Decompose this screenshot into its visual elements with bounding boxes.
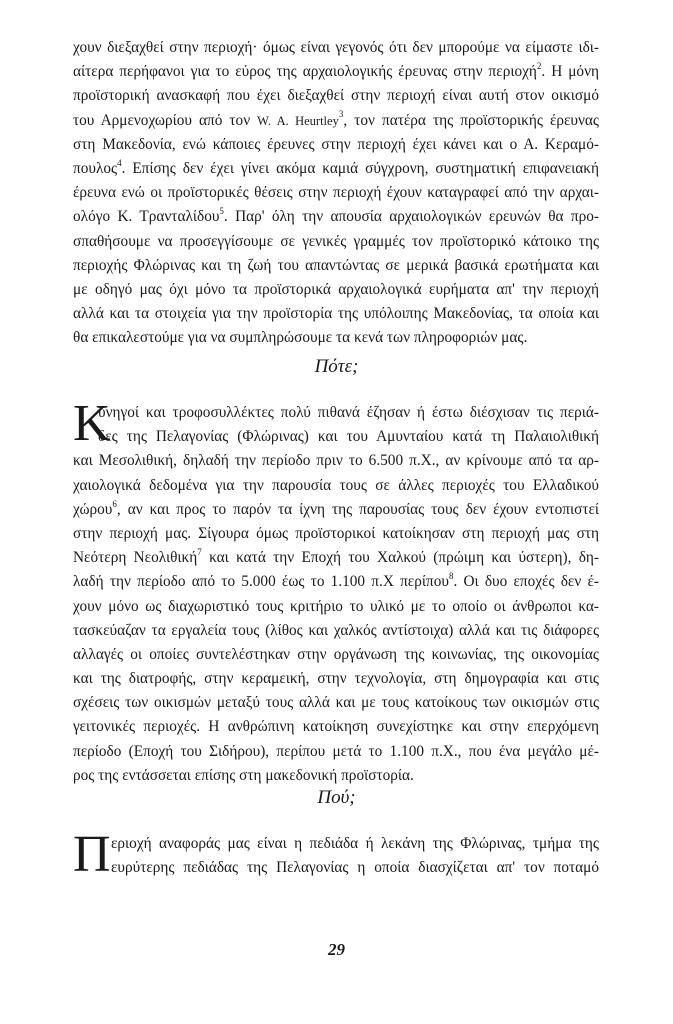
text-line: προϊστορική ανασκαφή που έχει διεξαχθεί στην περιοχή είναι αυτή στον οικισμό (73, 87, 599, 105)
text-line: χαιολογικά δεδομένα για την παρουσία τους σε άλλες περιοχές του Ελλαδικού (73, 476, 599, 494)
page-number: 29 (328, 940, 345, 959)
text-line: χώρου$^6$, αν και προς το παρόν τα ίχνη της παρουσίας τους δεν έχουν εντοπιστεί (73, 498, 599, 518)
text-line: θα επικαλεστούμε για να συμπληρώσουμε τα κενά των πληροφοριών μας. (73, 329, 528, 347)
text-line: εριοχή αναφοράς μας είναι η πεδιάδα ή λεκάνη της Φλώρινας, τμήμα της (111, 835, 599, 852)
footnote-ref: 3 (338, 109, 344, 120)
text-line: και Μεσολιθική, δηλαδή την περίοδο πριν το 6.500 π.Χ., αν κρίνουμε από τα αρ- (73, 452, 599, 470)
text-line: αλλά και τα στοιχεία για την προϊστορία της υπόλοιπης Μακεδονίας, τα οποία και (73, 305, 599, 323)
text-line: και της διατροφής, στην κεραμεική, στην τεχνολογία, στη δημογραφία και στις (73, 670, 599, 688)
text-line: ρος της εντάσσεται επίσης στη μακεδονική προϊστορία. (73, 766, 414, 784)
text-line: έρευνα ενώ οι προϊστορικές θέσεις στην περιοχή έχουν καταγραφεί από την αρχαι- (73, 184, 599, 202)
section-heading-where: Πού; (317, 787, 356, 808)
text-line: ολόγο Κ. Τρανταλίδου$^5$. Παρ' όλη την απουσία αρχαιολογικών ερευνών θα προ- (73, 206, 599, 226)
text-line: σπαθήσουμε να προσεγγίσουμε σε γενικές γραμμές τον προϊστορικό κάτοικο της (73, 232, 599, 250)
footnote-ref: 8 (448, 571, 454, 582)
text-line: λαδή την περίοδο από το 5.000 έως το 1.100 π.Χ περίπου$^8$. Οι δυο εποχές δεν έ- (73, 571, 599, 591)
text-line: τασκεύαζαν τα εργαλεία τους (λίθος και χαλκός αντίστοιχα) αλλά και τις διάφορες (73, 621, 599, 639)
section-heading-when: Πότε; (314, 356, 359, 377)
text-line: γειτονικές περιοχές. Η ανθρώπινη κατοίκηση συνεχίστηκε και στην επερχόμενη (73, 718, 599, 736)
footnote-ref: 6 (112, 498, 117, 509)
text-line: του Αρμενοχωρίου από τον W. A. Heurtley$^3$, τον πατέρα της προϊστορικής έρευνας (73, 109, 599, 129)
text-line: περιοχής Φλώρινας και τη ζωή του απαντώντας σε μερικά βασικά ερωτήματα και (73, 256, 599, 274)
text-line: υνηγοί και τροφοσυλλέκτες πολύ πιθανά έζησαν ή έστω διέσχισαν τις περιά- (98, 404, 599, 421)
text-line: χουν διεξαχθεί στην περιοχή· όμως είναι γεγονός ότι δεν μπορούμε να είμαστε ιδι- (73, 39, 599, 56)
text-line: αλλαγές οι οποίες συντελέστηκαν στην οργάνωση της κοινωνίας, της οικονομίας (73, 645, 599, 663)
footnote-ref: 2 (536, 61, 542, 72)
paragraph-when (73, 401, 599, 788)
text-line: ευρύτερης πεδιάδας της Πελαγονίας η οποία διασχίζεται απ' τον ποταμό (111, 859, 599, 877)
text-line: με οδηγό μας όχι μόνο τα προϊστορικά αρχαιολογικά ευρήματα απ' την περιοχή (73, 280, 599, 298)
text-line: χουν μόνο ως διαχωριστικό τους κριτήριο το υλικό με το οποίο οι άνθρωποι κα- (73, 597, 599, 615)
text-line: δες της Πελαγονίας (Φλώρινας) και του Αμυνταίου κατά τη Παλαιολιθική (98, 428, 599, 446)
text-line: σχέσεις των οικισμών μεταξύ τους αλλά και με τους κατοίκους των οικισμών στις (73, 694, 599, 712)
drop-cap: K (73, 395, 111, 452)
footnote-ref: 7 (197, 547, 202, 558)
paragraph-intro (73, 36, 599, 350)
paragraph-where (73, 832, 599, 880)
text-line: Νεότερη Νεολιθική$^7$ και κατά την Εποχή του Χαλκού (πρώιμη και ύστερη), δη- (73, 547, 600, 567)
text-line: πουλος$^4$. Επίσης δεν έχει γίνει ακόμα καμιά σύγχρονη, συστηματική επιφανειακή (73, 157, 599, 177)
text-line: περίοδο (Εποχή του Σιδήρου), περίπου μετά το 1.100 π.Χ., που ένα μεγάλο μέ- (73, 742, 599, 760)
text-line: αίτερα περήφανοι για το εύρος της αρχαιολογικής έρευνας στην περιοχή$^2$. Η μόνη (73, 61, 599, 81)
text-line: στην περιοχή μας. Σίγουρα όμως προϊστορικοί κατοίκησαν στη περιοχή μας στη (73, 524, 599, 542)
text-line: στη Μακεδονία, ενώ κάποιες έρευνες στην περιοχή έχει κάνει και ο Α. Κεραμό- (73, 135, 599, 153)
drop-cap: Π (73, 826, 111, 883)
footnote-ref: 4 (117, 157, 122, 168)
footnote-ref: 5 (219, 206, 224, 217)
